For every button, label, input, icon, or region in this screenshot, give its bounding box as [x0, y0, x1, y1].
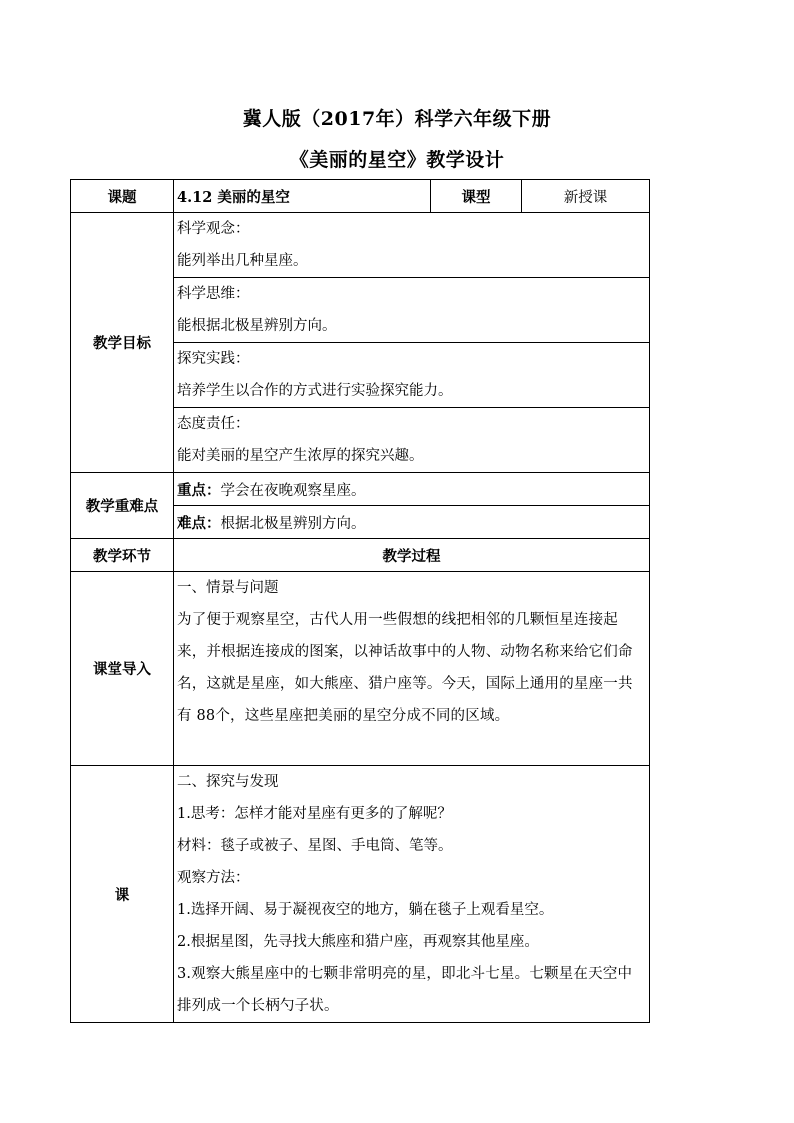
objective-inquiry-practice	[174, 343, 650, 408]
intro-paragraph: 为了便于观察星空，古代人用一些假想的线把相邻的几颗恒星连接起来，并根据连接成的图案，以神话故事中的人物、动物名称来给它们命名，这就是星座，如大熊座、猎户座等。今天，国际上通用的星座一共有 88个，这些星座把美丽的星空分成不同的区域。	[177, 612, 633, 724]
process-header-row	[71, 539, 650, 572]
difficult-point-text: 根据北极星辨别方向。	[220, 515, 366, 532]
topic-row	[71, 180, 650, 213]
objective-text: 能根据北极星辨别方向。	[177, 318, 337, 334]
lesson-line: 1.思考：怎样才能对星座有更多的了解呢？	[177, 806, 452, 822]
objective-science-concept	[174, 213, 650, 278]
key-point-label: 重点：	[177, 481, 221, 499]
objective-heading: 探究实践：	[177, 351, 250, 367]
intro-label: 课堂导入	[71, 572, 174, 766]
intro-content	[174, 572, 650, 766]
objective-science-thinking	[174, 278, 650, 343]
objective-heading: 科学思维：	[177, 286, 250, 302]
lesson-plan-table	[70, 179, 650, 1023]
lesson-type-label: 课型	[431, 180, 522, 213]
document-title: 冀人版（2017年）科学六年级下册	[242, 108, 552, 130]
lesson-line: 3.观察大熊星座中的七颗非常明亮的星，即北斗七星。七颗星在天空中排列成一个长柄勺子状。	[177, 966, 633, 1014]
topic-value: 4.12 美丽的星空	[174, 180, 431, 213]
objective-text: 能列举出几种星座。	[177, 253, 308, 269]
objective-text: 培养学生以合作的方式进行实验探究能力。	[177, 383, 453, 399]
objective-heading: 科学观念：	[177, 221, 250, 237]
lesson-line: 观察方法：	[177, 870, 250, 886]
objective-heading: 态度责任：	[177, 416, 250, 432]
process-header: 教学过程	[174, 539, 650, 572]
lesson-line: 材料：毯子或被子、星图、手电筒、笔等。	[177, 838, 453, 854]
key-point-text: 学会在夜晚观察星座。	[220, 482, 366, 499]
difficult-point-label: 难点：	[177, 514, 221, 532]
objective-attitude	[174, 408, 650, 473]
topic-label: 课题	[71, 180, 174, 213]
lesson-line: 2.根据星图，先寻找大熊座和猎户座，再观察其他星座。	[177, 934, 539, 950]
lesson-content	[174, 766, 650, 1023]
objective-text: 能对美丽的星空产生浓厚的探究兴趣。	[177, 448, 424, 464]
lesson-heading: 二、探究与发现	[177, 774, 279, 790]
lesson-line: 1.选择开阔、易于凝视夜空的地方，躺在毯子上观看星空。	[177, 902, 554, 918]
stage-header: 教学环节	[71, 539, 174, 572]
key-point-cell	[174, 473, 650, 506]
intro-heading: 一、情景与问题	[177, 580, 279, 596]
document-subtitle: 《美丽的星空》教学设计	[289, 149, 505, 171]
key-points-label: 教学重难点	[71, 473, 174, 539]
lesson-section-label: 课	[71, 766, 174, 1023]
lesson-type-value: 新授课	[522, 180, 650, 213]
objectives-label: 教学目标	[71, 213, 174, 473]
difficult-point-cell	[174, 506, 650, 539]
